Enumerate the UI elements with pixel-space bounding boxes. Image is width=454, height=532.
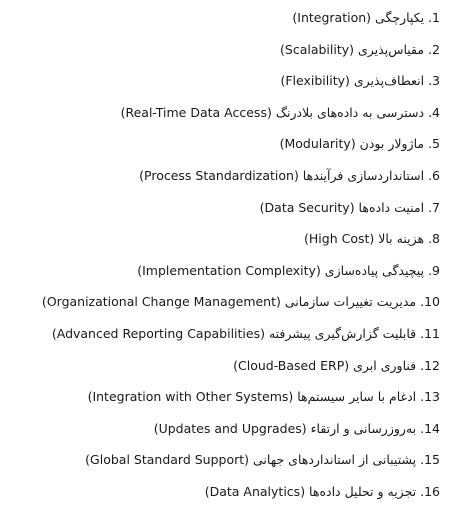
list-item-text: ادغام با سایر سیستم‌ها (Integration with Other Systems) [87, 389, 417, 405]
list-item-number: 3. [428, 73, 440, 89]
list-item [0, 227, 440, 251]
list-item-text: استانداردسازی فرآیندها (Process Standardization) [139, 168, 425, 183]
list-item-text: قابلیت گزارش‌گیری پیشرفته (Advanced Reporting Capabilities) [51, 326, 417, 341]
list-item-text: پیچیدگی پیاده‌سازی (Implementation Complexity) [137, 262, 425, 278]
list-item [0, 417, 440, 441]
list-item [0, 354, 440, 378]
list-item [0, 196, 440, 220]
list-item-number: 12. [420, 357, 440, 373]
list-item [0, 259, 440, 283]
list-item-text: تجزیه و تحلیل داده‌ها (Data Analytics) [204, 484, 417, 499]
list-item-number: 13. [420, 389, 440, 405]
list-item-text: پشتیبانی از استانداردهای جهانی (Global Standard Support) [85, 452, 417, 468]
list-item-number: 16. [420, 484, 440, 499]
list-item-number: 10. [420, 294, 440, 310]
list-item-text: هزینه بالا (High Cost) [304, 231, 425, 247]
list-item-number: 2. [428, 41, 440, 57]
list-item-text: انعطاف‌پذیری (Flexibility) [280, 73, 425, 89]
list-item-number: 8. [428, 231, 440, 247]
list-item [0, 6, 440, 30]
list-item-text: دسترسی به داده‌های بلادرنگ (Real-Time Data Access) [120, 104, 425, 120]
list-item-number: 7. [428, 199, 440, 215]
list-item [0, 38, 440, 62]
list-item [0, 322, 440, 346]
list-item [0, 132, 440, 156]
list-item-number: 9. [428, 262, 440, 278]
list-item-number: 4. [428, 104, 440, 120]
list-item-number: 14. [420, 420, 440, 436]
list-item-text: مدیریت تغییرات سازمانی (Organizational Change Management) [41, 294, 417, 310]
list-item [0, 480, 440, 504]
list-item-number: 15. [420, 452, 440, 468]
list-item-text: به‌روزرسانی و ارتقاء (Updates and Upgrades) [153, 420, 417, 436]
list-item [0, 290, 440, 314]
list-item [0, 385, 440, 409]
list-item [0, 69, 440, 93]
list-item [0, 101, 440, 125]
list-item-text: امنیت داده‌ها (Data Security) [259, 199, 425, 215]
list-item-text: فناوری ابری (Cloud-Based ERP) [233, 357, 417, 373]
list-item-number: 1. [428, 10, 440, 25]
list-item-number: 6. [428, 168, 440, 183]
list-item-text: ماژولار بودن (Modularity) [279, 136, 425, 152]
list-item-text: یکپارچگی (Integration) [292, 10, 425, 25]
list-item-text: مقیاس‌پذیری (Scalability) [280, 41, 425, 57]
list-item [0, 448, 440, 472]
list-item-number: 11. [420, 326, 440, 341]
list-item [0, 164, 440, 188]
list-item-number: 5. [428, 136, 440, 152]
